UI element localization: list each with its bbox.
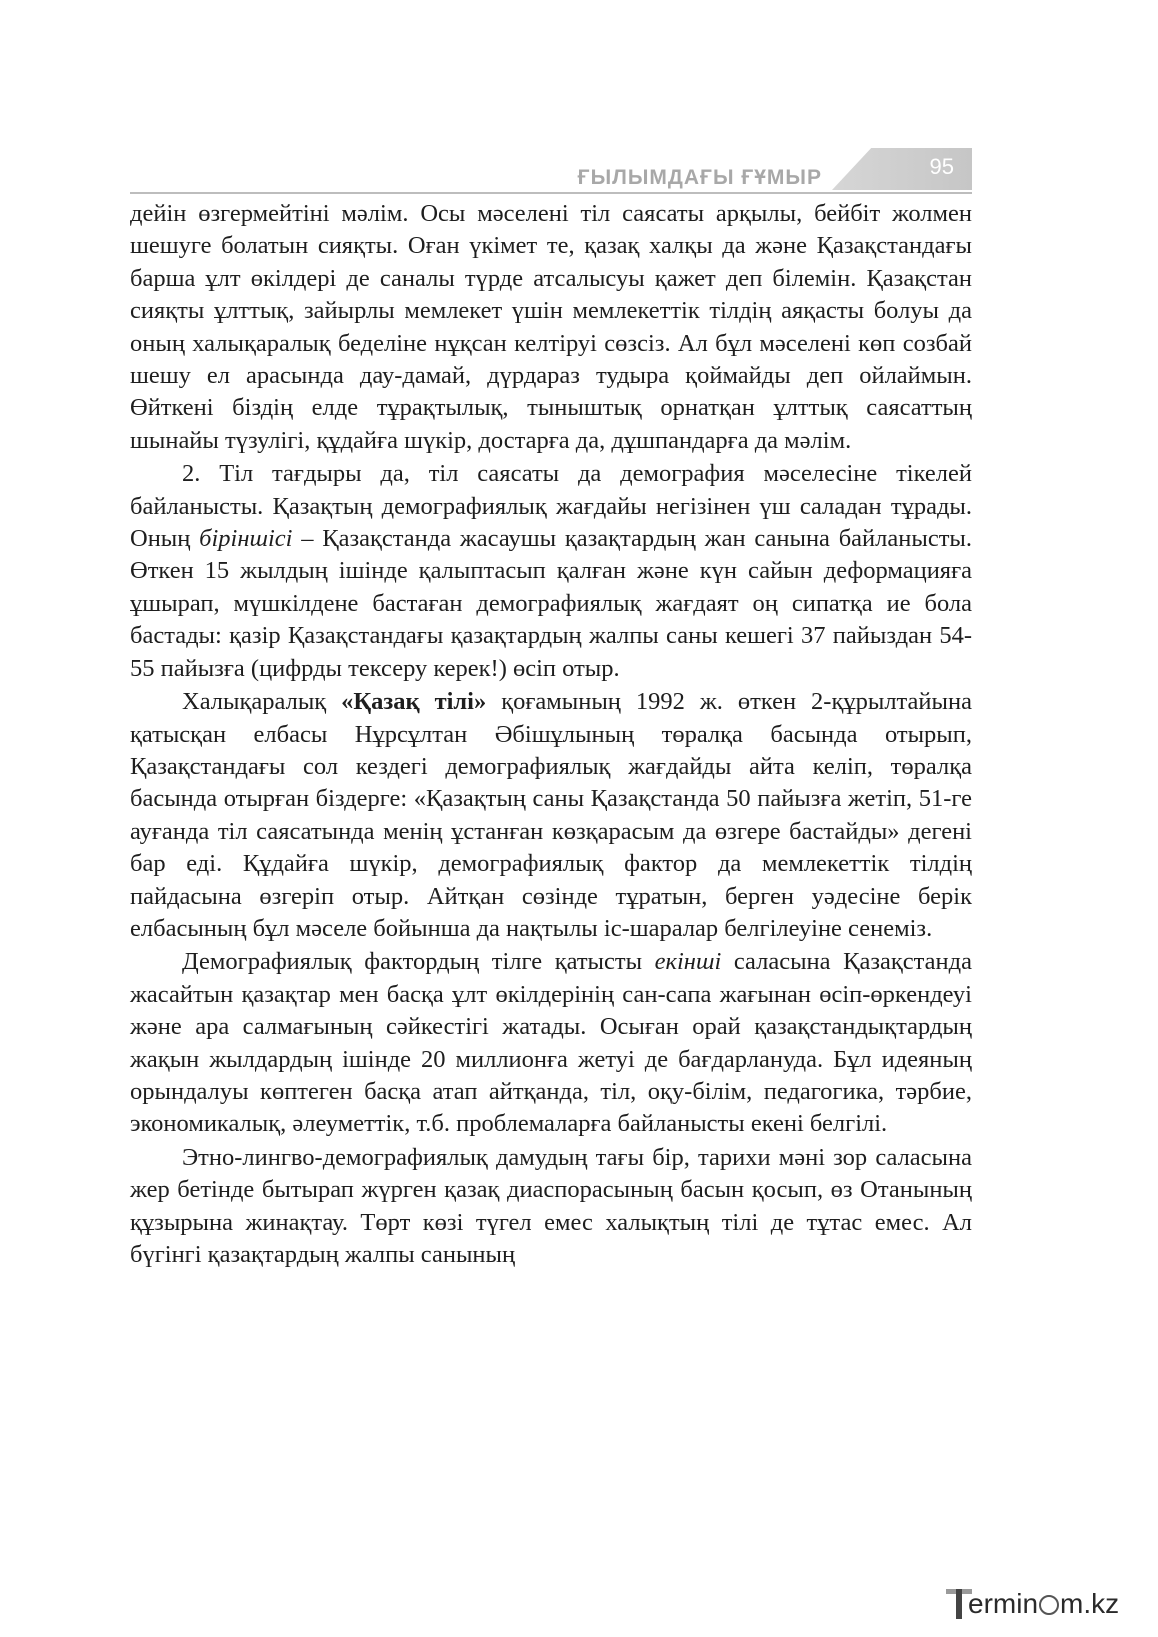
- watermark-text: ermin m.kz: [968, 1588, 1120, 1619]
- running-header: [130, 148, 972, 194]
- paragraph: Халықаралық «Қазақ тілі» қоғамының 1992 ж. өткен 2-құрылтайына қатысқан елбасы Нұрсұлтан Әбішұлының төралқа басында отырып, Қазақстандағы сол кездегі демографиялық жағдайды айта келіп, төралқа басында отырған біздерге: «Қазақтың саны Қазақстанда 50 пайызға жетіп, 51-ге ауғанда тіл саясатында менің ұстанған көзқарасым да өзгере бастайды» дегені бар еді. Құдайға шүкір, демографиялық фактор да мемлекеттік тілдің пайдасына өзгеріп отыр. Айтқан сөзінде тұратын, берген уәдесіне берік елбасының бұл мәселе бойынша да нақтылы іс-шаралар белгілеуіне сенеміз.: [130, 688, 972, 942]
- paragraph: 2. Тіл тағдыры да, тіл саясаты да демография мәселесіне тікелей байланысты. Қазақтың демографиялық жағдайы негізінен үш саладан тұрады. Оның біріншісі – Қазақстанда жасаушы қазақтардың жан санына байланысты. Өткен 15 жылдың ішінде қалыптасып қалған және күн сайын деформацияға ұшырап, мүшкілдене бастаған демографиялық жағдаят оң сипатқа ие бола бастады: қазір Қазақстандағы қазақтардың жалпы саны кешегі 37 пайыздан 54-55 пайызға (цифрды тексеру керек!) өсіп отыр.: [130, 460, 972, 682]
- main-text: [130, 198, 972, 1271]
- section-title: ҒЫЛЫМДАҒЫ ҒҰМЫР: [577, 166, 822, 189]
- paragraph: Этно-лингво-демографиялық дамудың тағы бір, тарихи мәні зор саласына жер бетінде бытырап жүрген қазақ диаспорасының басын қосып, өз Отанының құзырына жинақтау. Төрт көзі түгел емес халықтың тілі де тұтас емес. Ал бүгінгі қазақтардың жалпы санының: [130, 1143, 972, 1268]
- paragraph: дейін өзгермейтіні мәлім. Осы мәселені тіл саясаты арқылы, бейбіт жолмен шешуге болатын сияқты. Оған үкімет те, қазақ халқы да және Қазақстандағы барша ұлт өкілдері де саналы түрде атсалысуы қажет деп білемін. Қазақстан сияқты ұлттық, зайырлы мемлекет үшін мемлекеттік тілдің аяқасты болуы да оның халықаралық беделіне нұқсан келтіруі сөзсіз. Ал бұл мәселені көп созбай шешу ел арасында дау-дамай, дүрдараз тудыра қоймайды деп ойлаймын. Өйткені біздің елде тұрақтылық, тыныштық орнатқан ұлттық саясаттың шынайы түзулігі, құдайға шүкір, достарға да, дұшпандарға да мәлім.: [130, 200, 972, 454]
- header-rule: [130, 192, 972, 194]
- paragraph: Демографиялық фактордың тілге қатысты екінші саласына Қазақстанда жасайтын қазақтар мен басқа ұлт өкілдерінің сан-сапа жағынан өсіп-өркендеуі және ара салмағының сәйкестігі жатады. Осыған орай қазақстандықтардың жақын жылдардың ішінде 20 миллионға жетуі де бағдарлануда. Бұл идеяның орындалуы көптеген басқа атап айтқанда, тіл, оқу-білім, педагогика, тәрбие, экономикалық, әлеуметтік, т.б. проблемаларға байланысты екені белгілі.: [130, 948, 973, 1138]
- magnifier-icon: [1039, 1595, 1059, 1615]
- emphasis: біріншісі: [199, 525, 293, 553]
- page-number: 95: [929, 154, 954, 179]
- bold-term: «Қазақ тілі»: [341, 688, 487, 716]
- emphasis: екінші: [654, 948, 722, 976]
